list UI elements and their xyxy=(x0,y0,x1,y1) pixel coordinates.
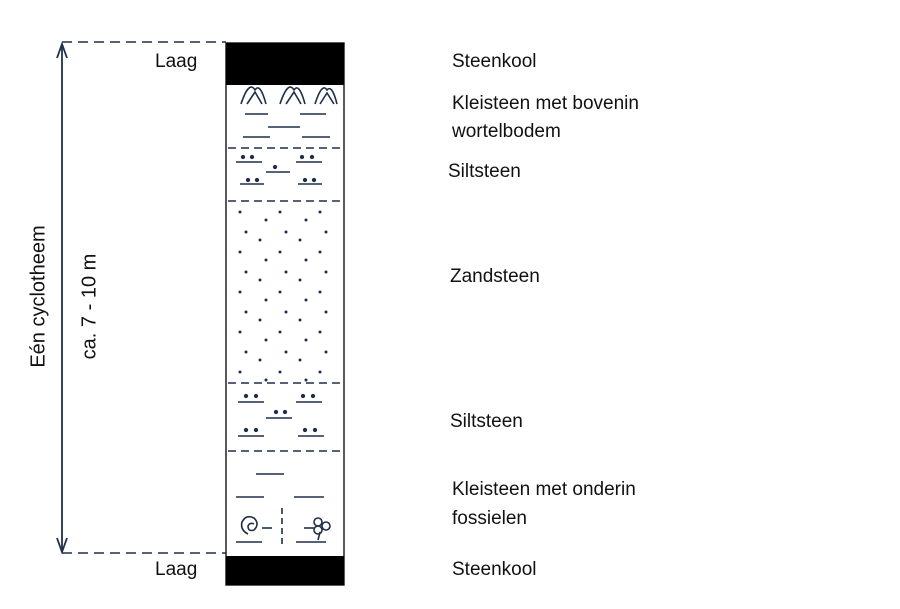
sand-dot xyxy=(299,359,302,362)
layer-label-claystone-bottom-1: Kleisteen met onderin xyxy=(452,479,636,500)
sand-dot xyxy=(305,259,308,262)
sand-dot xyxy=(299,279,302,282)
sand-dot xyxy=(265,299,268,302)
sand-dot xyxy=(239,331,242,334)
layer-label-siltstone-top: Siltsteen xyxy=(448,161,521,182)
sand-dot xyxy=(245,231,248,234)
sand-dot xyxy=(239,291,242,294)
sand-dot xyxy=(279,291,282,294)
sand-dot xyxy=(305,379,308,382)
layer-label-claystone-top-2: wortelbodem xyxy=(452,121,561,142)
sand-dot xyxy=(279,251,282,254)
sand-dot xyxy=(305,219,308,222)
sand-dot xyxy=(279,371,282,374)
coal-layer-top xyxy=(226,43,344,85)
sand-dot xyxy=(259,239,262,242)
sand-dot xyxy=(319,251,322,254)
sand-dot xyxy=(305,339,308,342)
sand-dot xyxy=(319,211,322,214)
sand-dot xyxy=(245,351,248,354)
sand-dot xyxy=(245,271,248,274)
sand-dot xyxy=(319,371,322,374)
laag-label-top: Laag xyxy=(155,51,198,72)
coal-layer-bottom xyxy=(226,556,344,585)
sand-dot xyxy=(299,239,302,242)
sand-dot xyxy=(319,291,322,294)
sand-dot xyxy=(305,299,308,302)
layer-label-siltstone-bottom: Siltsteen xyxy=(450,411,523,432)
sand-dot xyxy=(325,311,328,314)
sand-dot xyxy=(325,351,328,354)
laag-label-bottom: Laag xyxy=(155,559,198,580)
sand-dot xyxy=(245,311,248,314)
layer-label-claystone-top-1: Kleisteen met bovenin xyxy=(452,93,639,114)
sand-dot xyxy=(325,231,328,234)
sand-dot xyxy=(285,271,288,274)
sand-dot xyxy=(285,311,288,314)
sand-dot xyxy=(259,359,262,362)
sand-dot xyxy=(319,331,322,334)
sand-dot xyxy=(265,379,268,382)
sand-dot xyxy=(239,251,242,254)
sand-dot xyxy=(265,339,268,342)
layer-label-claystone-bottom-2: fossielen xyxy=(452,508,527,529)
sand-dot xyxy=(285,351,288,354)
layer-label-coal-bottom: Steenkool xyxy=(452,559,537,580)
layer-label-sandstone: Zandsteen xyxy=(450,266,540,287)
sand-dot xyxy=(239,371,242,374)
thickness-arrow xyxy=(57,44,67,552)
sand-dot xyxy=(265,259,268,262)
thickness-label: ca. 7 - 10 m xyxy=(78,253,101,360)
sand-dot xyxy=(279,331,282,334)
sand-dot xyxy=(325,271,328,274)
sand-dot xyxy=(299,319,302,322)
stratigraphic-column xyxy=(226,43,344,585)
sand-dot xyxy=(259,279,262,282)
sand-dot xyxy=(279,211,282,214)
sand-dot xyxy=(285,231,288,234)
sand-dot xyxy=(239,211,242,214)
cyclothem-label: Eén cyclotheem xyxy=(27,225,50,368)
layer-label-coal-top: Steenkool xyxy=(452,51,537,72)
sand-dot xyxy=(259,319,262,322)
sand-dot xyxy=(265,219,268,222)
